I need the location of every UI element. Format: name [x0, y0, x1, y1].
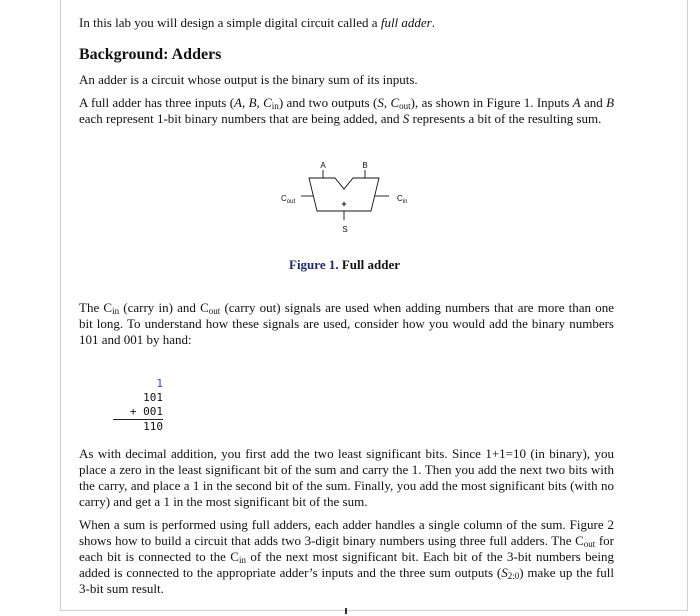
full-adder-diagram: [279, 156, 429, 236]
cout-label: $C_{out}$: [281, 194, 296, 205]
input-b-label: B: [362, 161, 368, 170]
figure-caption: Figure 1. Full adder: [289, 257, 400, 272]
section-heading: Background: Adders: [79, 46, 222, 63]
binary-addition-example: [113, 377, 163, 434]
addend-bottom: + 001: [129, 405, 163, 418]
paragraph-carry-signals: The $C_{in}$ (carry in) and $C_{out}$ (carry out) signals are used when adding numbers that are more than one bit long. To understand how these signals are used, consider how you would add the binary numbers 101 and 001 by hand:: [79, 300, 614, 347]
sum-result: 110: [113, 419, 163, 434]
cin-label: $C_{in}$: [397, 194, 408, 205]
paragraph-adder-definition: An adder is a circuit whose output is the binary sum of its inputs.: [79, 72, 418, 87]
paragraph-full-adder: A full adder has three inputs (A, B, $C_{in}$) and two outputs (S, $C_{out}$), as shown in Figure 1. Inputs A and B each represent 1-bit binary numbers that are being added, and S represents a bit of the resulting sum.: [79, 95, 615, 126]
input-a-label: A: [320, 161, 326, 170]
page-edge-mark: [345, 608, 347, 614]
carry-digit: 1: [156, 377, 163, 390]
paragraph-decimal-addition: As with decimal addition, you first add the two least significant bits. Since 1+1=10 (in binary), you place a zero in the least significant bit of the sum and carry the 1. Then you add the next two bits with the carry, and place a 1 in the second bit of the sum. Finally, you add the most significant bits (with no carry) and get a 1 in the most significant bit of the sum.: [79, 446, 614, 509]
addend-top: 101: [143, 391, 163, 404]
paragraph-full-adders-chain: When a sum is performed using full adders, each adder handles a single column of the sum. Figure 2 shows how to build a circuit that adds two 3-digit binary numbers using three full adders. The $C_{out}$ for each bit is connected to the $C_{in}$ of the next most significant bit. Each bit of the 3-bit numbers being added is connected to the appropriate adder’s inputs and the three sum outputs $(S_{2:0})$ make up the full 3-bit sum result.: [79, 517, 615, 596]
intro-paragraph: In this lab you will design a simple digital circuit called a full adder.: [79, 15, 435, 30]
plus-symbol: +: [341, 199, 347, 209]
full-adder-term: full adder: [380, 15, 432, 30]
sum-output-label: S: [342, 225, 348, 234]
